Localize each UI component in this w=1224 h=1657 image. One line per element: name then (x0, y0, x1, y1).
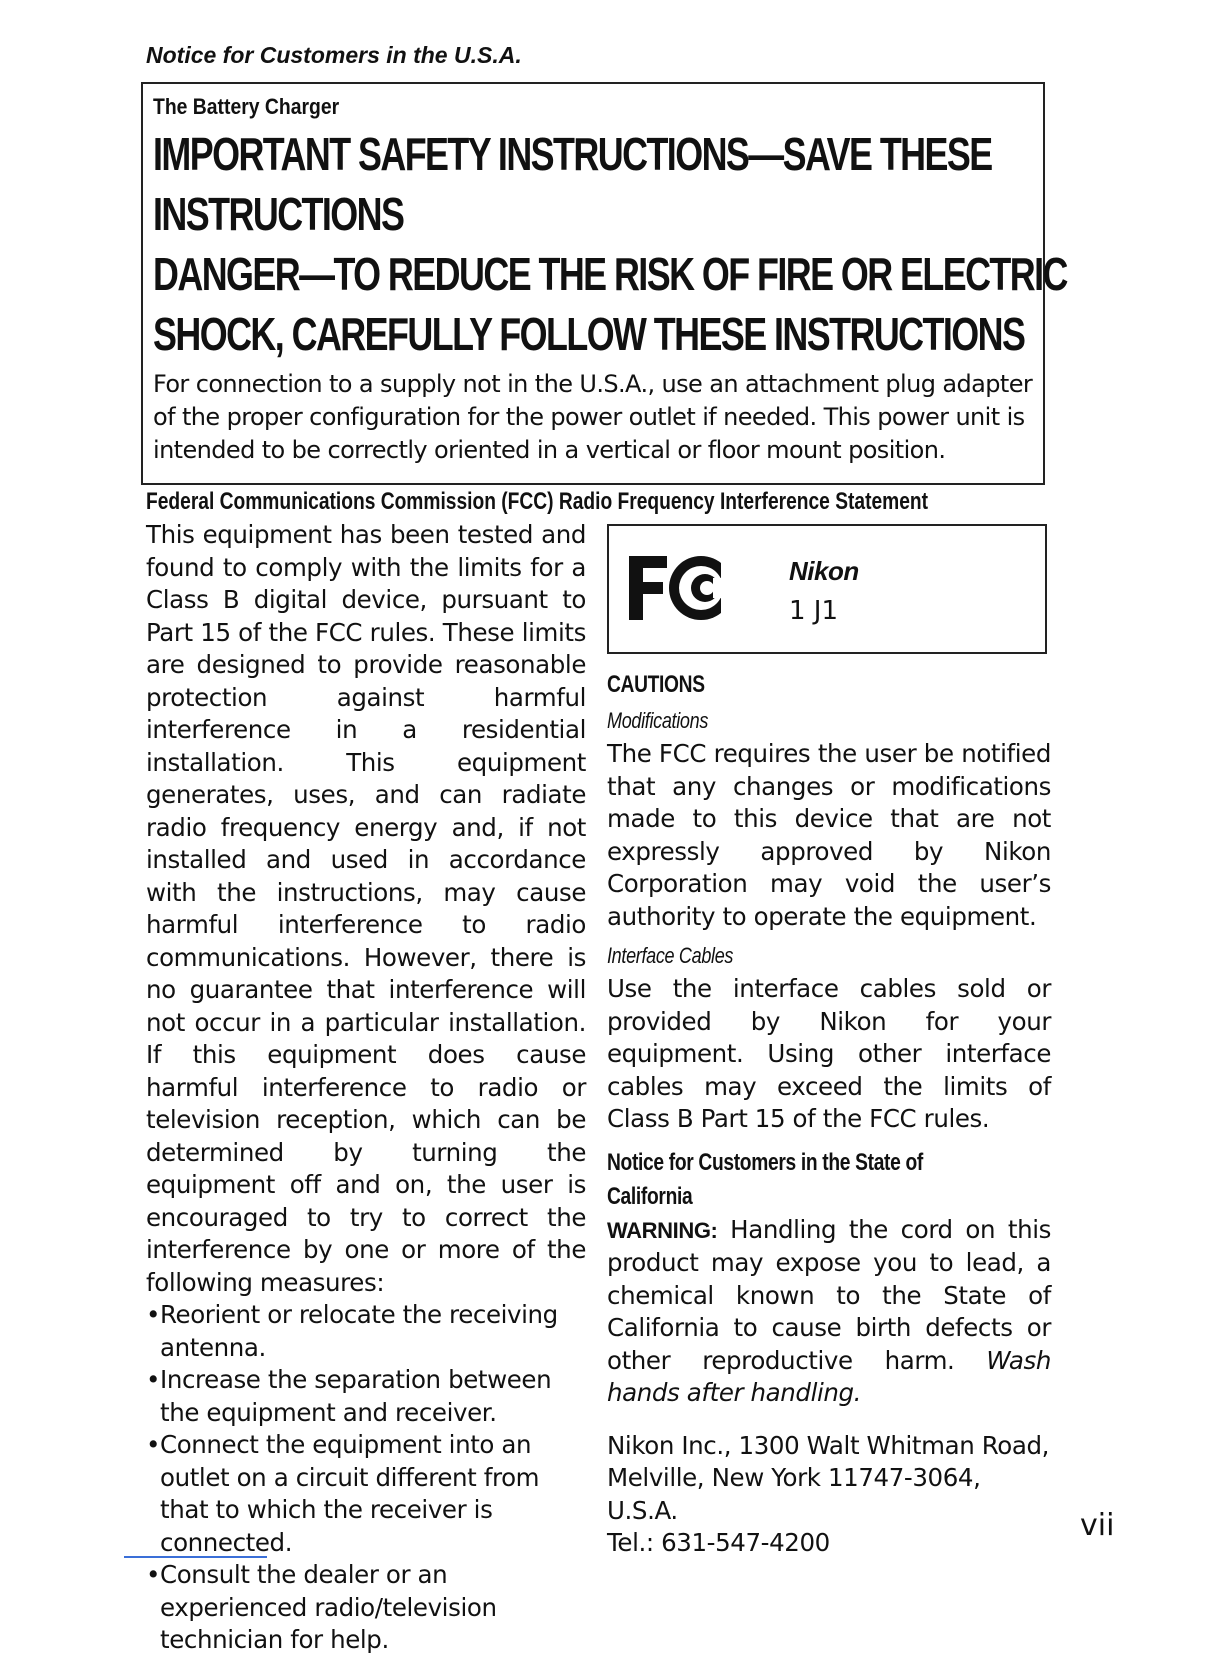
california-warning (607, 1214, 1051, 1410)
modifications-text: The FCC requires the user be notified that any changes or modifications made to this device that are not expressly approved by Nikon Corporation may void the user’s authority to operate the equipment. (607, 739, 1051, 931)
interference-measures-list (146, 1299, 586, 1657)
fcc-logo-icon (623, 548, 743, 628)
page-number: vii (1080, 1508, 1115, 1543)
model-name: 1 J1 (789, 596, 839, 626)
danger-heading-line: SHOCK, CAREFULLY FOLLOW THESE INSTRUCTIONS (153, 308, 1025, 360)
warning-handwash-text: Wash hands after handling. (607, 1345, 1051, 1407)
brand-name: Nikon (789, 556, 859, 586)
warning-text: Handling the cord on this product may expose you to lead, a chemical known to the State of California to cause birth defects or other reproductive harm. (607, 1214, 1051, 1375)
address-line: Melville, New York 11747-3064, U.S.A. (607, 1463, 981, 1525)
cautions-column (607, 664, 1051, 1560)
connection-instructions-text: For connection to a supply not in the U.S.A., use an attachment plug adapter of the proper configuration for the power outlet if needed. This power unit is intended to be correctly oriented in a vertical or floor mount position. (153, 370, 1033, 464)
bottom-edge-marker (124, 1556, 267, 1558)
list-item: • Increase the separation between the equipment and receiver. (146, 1364, 586, 1429)
warning-label: WARNING: (607, 1217, 718, 1243)
battery-charger-subtitle: The Battery Charger (153, 94, 340, 119)
interface-cables-text: Use the interface cables sold or provided by Nikon for your equipment. Using other interface cables may exceed the limits of Class B Part 15 of the FCC rules. (607, 974, 1051, 1133)
fcc-statement-heading: Federal Communications Commission (FCC) Radio Frequency Interference Statement (146, 488, 929, 515)
fcc-statement-column (146, 519, 586, 1657)
fcc-statement-body: This equipment has been tested and found to comply with the limits for a Class B digital device, pursuant to Part 15 of the FCC rules. These limits are designed to provide reasonable protection against harmful interference in a residential installation. This equipment generates, uses, and can radiate radio frequency energy and, if not installed and used in accordance with the instructions, may cause harmful interference to radio communications. However, there is no guarantee that interference will not occur in a particular installation. If this equipment does cause harmful interference to radio or television reception, which can be determined by turning the equipment off and on, the user is encouraged to try to correct the interference by one or more of the following measures: (146, 520, 586, 1297)
cautions-heading: CAUTIONS (607, 671, 705, 698)
list-item: • Connect the equipment into an outlet on a circuit different from that to which the receiver is connected. (146, 1429, 586, 1559)
customer-notice-heading: Notice for Customers in the U.S.A. (146, 42, 522, 68)
california-notice-heading (607, 1146, 1047, 1214)
safety-instructions-box (141, 82, 1067, 485)
nikon-address (607, 1430, 1051, 1560)
list-item: • Reorient or relocate the receiving antenna. (146, 1299, 586, 1364)
safety-heading-line: INSTRUCTIONS (153, 188, 404, 240)
phone-number: Tel.: 631-547-4200 (607, 1528, 830, 1557)
list-item: • Consult the dealer or an experienced radio/television technician for help. (146, 1559, 586, 1657)
fcc-label-box (607, 524, 1047, 654)
california-heading-line: California (607, 1182, 693, 1210)
interface-cables-heading: Interface Cables (607, 943, 734, 968)
modifications-heading: Modifications (607, 708, 709, 733)
california-heading-line: Notice for Customers in the State of (607, 1148, 923, 1176)
danger-heading-line: DANGER—TO REDUCE THE RISK OF FIRE OR ELECTRIC (153, 248, 1067, 300)
address-line: Nikon Inc., 1300 Walt Whitman Road, (607, 1430, 1049, 1460)
safety-heading-line: IMPORTANT SAFETY INSTRUCTIONS—SAVE THESE (153, 128, 992, 180)
